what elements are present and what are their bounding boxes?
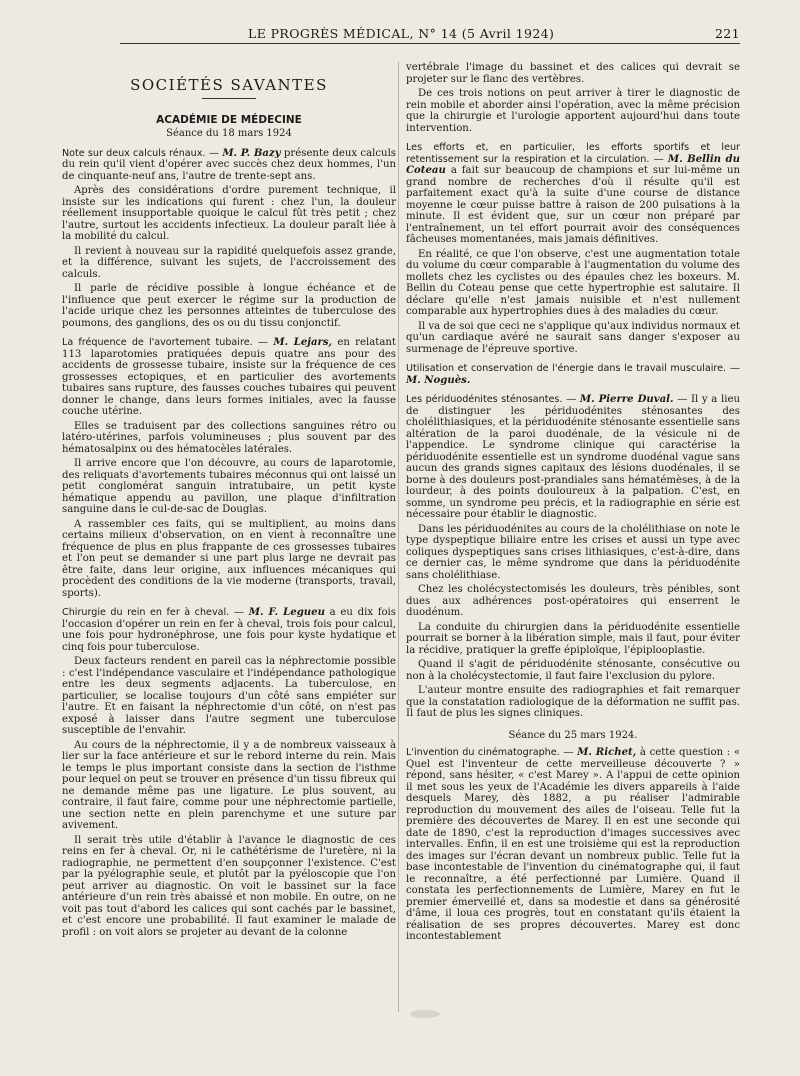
article-text: présente deux calculs du rein qu'il vient d'opérer avec succès chez deux hommes, l'un de cinquante-neuf ans, l'autre de trente-sept ans. <box>62 147 396 182</box>
column-divider <box>398 62 399 1012</box>
paragraph: A rassembler ces faits, qui se multiplient, au moins dans certains milieux d'observation, on en vient à reconnaître une fréquence de plus en plus frappante de ces grossesses tubaires et l'on peut se demander si une part plus large ne devrait pas être faite, dans leur origine, aux influences mécaniques qui procèdent des conditions de la vie moderne (transports, travail, sports). <box>62 518 396 599</box>
separator: — <box>562 394 580 405</box>
article-title: Utilisation et conservation de l'énergie dans le travail musculaire. <box>406 363 727 374</box>
article-text: — Il y a lieu de distinguer les périduodénites sténosantes des cholélithiasiques, et la périduodénite sténosante essentielle sans altération de la paroi duodénale, de la vésicule ni de l'appendice. Le syndrome clinique qui caractérise la périduodénite essentielle est un syndrome duodénal vague sans aucun des grands signes capitaux des lésions duodénales, il se borne à des douleurs post-prandiales sans hématémèses, à de la lourdeur, à des points douloureux à la palpation. C'est, en somme, un syndrome peu précis, et la radiographie en série est nécessaire pour établir le diagnostic. <box>406 394 740 520</box>
paragraph: Deux facteurs rendent en pareil cas la néphrectomie possible : c'est l'indépendance vasculaire et l'indépendance pathologique entre les deux segments adjacents. La tuberculose, en particulier, se localise toujours d'un côté sans empiéter sur l'autre. Et en faisant la néphrectomie d'un côté, on n'est pas exposé à laisser dans l'autre segment une tuberculose susceptible de l'envahir. <box>62 656 396 736</box>
paragraph: Dans les périduodénites au cours de la cholélithiase on note le type dyspeptique biliaire entre les crises et aussi un type avec coliques dyspeptiques sans crises lithiasiques, c'est-à-dire, dans ce dernier cas, le même syndrome que dans la périduodénite sans cholélithiase. <box>406 523 740 581</box>
paragraph: Quand il s'agit de périduodénite sténosante, consécutive ou non à la cholécystectomie, il faut faire l'exclusion du pylore. <box>406 659 740 682</box>
article-text: a fait sur beaucoup de champions et sur lui-même un grand nombre de recherches d'où il résulte qu'il est parfaitement exact qu'à la suite d'une course de distance moyenne le cœur puisse battre à raison de 200 pulsations à la minute. Il est évident que, sur un cœur non préparé par l'entraînement, un tel effort pourrait avoir des conséquences fâcheuses momentanées, mais jamais définitives. <box>406 165 740 245</box>
session-date: Séance du 18 mars 1924 <box>166 128 292 139</box>
article-author: M. Noguès. <box>406 373 471 386</box>
paragraph: Chez les cholécystectomisés les douleurs, très pénibles, sont dues aux adhérences post-opératoires qui enserrent le duodénum. <box>406 584 740 618</box>
session-date-2: Séance du 25 mars 1924. <box>508 729 638 741</box>
article-energie-musculaire <box>406 363 740 386</box>
header-rule <box>120 43 740 44</box>
page-number: 221 <box>714 26 740 41</box>
left-column <box>62 56 396 941</box>
paragraph: Elles se traduisent par des collections sanguines rétro ou latéro-utérines, parfois volumineuses ; plus souvent par des hématosalpinx ou des hématocèles latérales. <box>62 420 396 455</box>
separator: — <box>559 747 578 758</box>
article-title: Chirurgie du rein en fer à cheval. <box>62 607 230 618</box>
article-periduodenites <box>406 394 740 521</box>
article-title: Les périduodénites sténosantes. <box>406 394 563 405</box>
paragraph: Il arrive encore que l'on découvre, au cours de laparotomie, des reliquats d'avortements tubaires méconnus qui ont laissé un petit conglomérat sanguin intratubaire, un petit kyste hématique appendu au pavillon, une plaque d'infiltration sanguine dans le cul-de-sac de Douglas. <box>62 458 396 515</box>
separator: — <box>229 607 249 618</box>
paragraph: Au cours de la néphrectomie, il y a de nombreux vaisseaux à lier sur la face antérieure et sur le rebord interne du rein. Mais le temps le plus important consiste dans la section de l'isthme pour lequel on peut se trouver en présence d'un tissu fibreux qui ne demande même pas une ligature. Le plus souvent, au contraire, il faut faire, comme pour une néphrectomie partielle, une section nette en plein parenchyme et une suture par avivement. <box>62 739 397 831</box>
separator: — <box>252 337 274 348</box>
article-text: à cette question : « Quel est l'inventeur de cette merveilleuse découverte ? » répond, sans hésiter, « c'est Marey ». A l'appui de cette opinion il met sous les yeux de l'Académie les divers appareils à l'aide desquels Marey, dès 1882, a pu réaliser l'admirable reproduction du mouvement des ailes de l'oiseau. Telle fut la première des découvertes de Marey. Il en est une seconde qui date de 1890, c'est la reproduction d'images successives avec intervalles. Enfin, il en est une troisième qui est la reproduction des images sur l'écran devant un nombreux public. Telle fut la base incontestable de l'invention du cinématographe qui, il faut le reconnaître, a été perfectionné par Lumière. Quand il constata les perfectionnements de Lumière, Marey en fut le premier émerveillé et, dans sa modestie et dans sa générosité d'âme, il loua ces progrès, tout en constatant qu'ils étaient la réalisation de ses propres découvertes. Marey est donc incontestablement <box>406 747 741 942</box>
paragraph: vertébrale l'image du bassinet et des calices qui devrait se projeter sur le flanc des vertèbres. <box>406 62 740 85</box>
paragraph: La conduite du chirurgien dans la périduodénite essentielle pourrait se borner à la libération simple, mais il faut, pour éviter la récidive, pratiquer la greffe épiploïque, l'épiplooplastie. <box>406 621 740 656</box>
paragraph: Il va de soi que ceci ne s'applique qu'aux individus normaux et qu'un cardiaque avéré ne saurait sans danger s'exposer au surmenage de l'épreuve sportive. <box>406 320 741 355</box>
article-author: M. Bellin du Coteau <box>406 152 740 176</box>
paragraph: De ces trois notions on peut arriver à tirer le diagnostic de rein mobile et aborder ainsi l'opération, avec la même précision que la chirurgie et l'urologie apportent aujourd'hui dans toute intervention. <box>406 88 740 134</box>
article-text: a eu dix fois l'occasion d'opérer un rein en fer à cheval, trois fois pour calcul, une fois pour hydronéphrose, une fois pour kyste hydatique et cinq fois pour tuberculose. <box>62 607 396 653</box>
ink-smudge <box>410 1010 440 1018</box>
article-rein-fer-a-cheval <box>62 607 396 653</box>
article-title: Note sur deux calculs rénaux. <box>62 147 206 159</box>
article-avortement-tubaire <box>62 337 396 418</box>
article-author: M. Pierre Duval. <box>579 393 674 405</box>
article-title: La fréquence de l'avortement tubaire. <box>62 337 253 348</box>
article-author: M. P. Bazy <box>222 146 281 159</box>
section-rule <box>202 98 256 99</box>
article-title: Les efforts et, en particulier, les efforts sportifs et leur retentissement sur la respiration et la circulation. <box>406 142 740 165</box>
paragraph: L'auteur montre ensuite des radiographies et fait remarquer que la constatation radiologique de la déformation ne suffit pas. Il faut de plus les signes cliniques. <box>406 685 740 719</box>
paragraph: Après des considérations d'ordre purement technique, il insiste sur les indications qui furent : chez l'un, la douleur réellement insupportable quoique le calcul fût très petit ; chez l'autre, surtout les accidents infectieux. La douleur paraît liée à la mobilité du calcul. <box>62 185 396 242</box>
journal-title: LE PROGRÈS MÉDICAL, N° 14 (5 Avril 1924) <box>248 26 555 41</box>
separator: — <box>205 147 223 159</box>
paragraph: Il parle de récidive possible à longue échéance et de l'influence que peut exercer le régime sur la production de l'acide urique chez les personnes atteintes de tuberculose des poumons, des ganglions, des os ou du tissu conjonctif. <box>62 283 396 329</box>
separator: — <box>649 153 668 165</box>
section-title: SOCIÉTÉS SAVANTES <box>130 76 328 94</box>
article-cinematographe <box>406 747 740 943</box>
article-author: M. F. Legueu <box>248 606 325 618</box>
article-author: M. Lejars, <box>273 336 333 348</box>
paragraph: Il revient à nouveau sur la rapidité quelquefois assez grande, et la différence, suivant les sujets, de l'accroissement des calculs. <box>62 245 396 280</box>
running-header <box>60 26 740 44</box>
article-efforts-sportifs <box>406 142 740 246</box>
paragraph: En réalité, ce que l'on observe, c'est une augmentation totale du volume du cœur comparable à l'augmentation du volume des mollets chez les cyclistes ou des épaules chez les boxeurs. M. Bellin du Coteau pense que cette hypertrophie est salutaire. Il déclare qu'elle n'est jamais nuisible et n'est nullement comparable aux hypertrophies dues à des maladies du cœur. <box>406 248 740 317</box>
article-text: en relatant 113 laparotomies pratiquées depuis quatre ans pour des accidents de grossesse tubaire, insiste sur la fréquence de ces grossesses ectopiques, et en particulier des avortements tubaires sans rupture, des fausses couches tubaires qui peuvent donner le change, dans leurs formes initiales, avec la fausse couche utérine. <box>62 337 396 417</box>
academy-title: ACADÉMIE DE MÉDECINE <box>156 113 302 126</box>
article-calculs-renaux <box>62 148 396 183</box>
right-column <box>406 62 740 946</box>
separator: — <box>726 363 740 374</box>
article-author: M. Richet, <box>577 746 637 758</box>
article-title: L'invention du cinématographe. <box>406 747 560 758</box>
paragraph: Il serait très utile d'établir à l'avance le diagnostic de ces reins en fer à cheval. Or, ni le cathétérisme de l'uretère, ni la radiographie, ne permettent d'en soupçonner l'existence. C'est par la pyélographie seule, et plutôt par la pyéloscopie que l'on peut arriver au diagnostic. On voit le bassinet sur la face antérieure d'un rein très abaissé et non mobile. En outre, on ne voit pas tout d'abord les calices qui sont cachés par le bassinet, et c'est encore une probabilité. Il faut examiner le malade de profil : on voit alors se projeter au devant de la colonne <box>62 834 396 938</box>
